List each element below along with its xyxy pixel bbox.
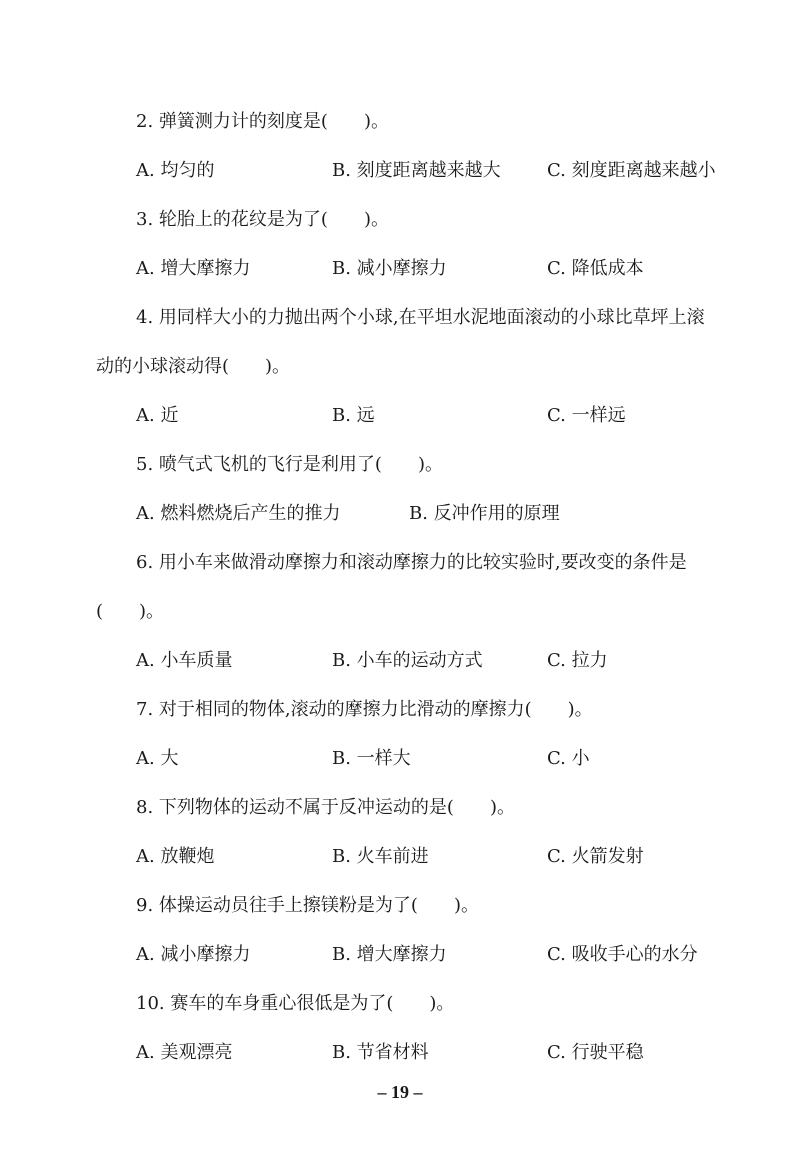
option-b: B. 增大摩擦力 (332, 944, 447, 965)
question-number: 7. (136, 699, 154, 720)
question-3 (136, 204, 389, 236)
option-c: C. 吸收手心的水分 (547, 944, 698, 965)
option-a: A. 近 (136, 405, 179, 426)
option-c: C. 行驶平稳 (547, 1042, 644, 1063)
question-text: 弹簧测力计的刻度是( )。 (158, 111, 389, 132)
option-a: A. 放鞭炮 (136, 846, 215, 867)
option-a: A. 美观漂亮 (136, 1042, 233, 1063)
option-a: A. 增大摩擦力 (136, 258, 251, 279)
question-7 (136, 694, 593, 726)
question-text: 赛车的车身重心很低是为了( )。 (170, 993, 455, 1014)
question-4 (136, 302, 705, 334)
option-b: B. 节省材料 (332, 1042, 429, 1063)
option-b: B. 火车前进 (332, 846, 429, 867)
question-text: 轮胎上的花纹是为了( )。 (158, 209, 389, 230)
question-number: 2. (136, 111, 154, 132)
question-text: 用同样大小的力抛出两个小球,在平坦水泥地面滚动的小球比草坪上滚 (158, 307, 705, 328)
option-b: B. 一样大 (332, 748, 411, 769)
option-c: C. 一样远 (547, 405, 626, 426)
option-a: A. 燃料燃烧后产生的推力 (136, 503, 341, 524)
option-b: B. 刻度距离越来越大 (332, 160, 501, 181)
option-b: B. 远 (332, 405, 375, 426)
option-b: B. 小车的运动方式 (332, 650, 483, 671)
option-c: C. 火箭发射 (547, 846, 644, 867)
question-text: 下列物体的运动不属于反冲运动的是( )。 (158, 797, 515, 818)
page-number: – 19 – (377, 1082, 423, 1102)
question-6-continuation: ( )。 (96, 601, 165, 622)
question-8 (136, 792, 515, 824)
question-number: 4. (136, 307, 154, 328)
question-text: 对于相同的物体,滚动的摩擦力比滑动的摩擦力( )。 (158, 699, 593, 720)
option-c: C. 降低成本 (547, 258, 644, 279)
option-c: C. 拉力 (547, 650, 608, 671)
question-number: 3. (136, 209, 154, 230)
option-b: B. 反冲作用的原理 (409, 503, 560, 524)
question-number: 10. (136, 993, 165, 1014)
option-a: A. 减小摩擦力 (136, 944, 251, 965)
question-number: 9. (136, 895, 154, 916)
question-text: 体操运动员往手上擦镁粉是为了( )。 (158, 895, 479, 916)
option-b: B. 减小摩擦力 (332, 258, 447, 279)
question-number: 5. (136, 454, 154, 475)
question-text: 喷气式飞机的飞行是利用了( )。 (158, 454, 443, 475)
question-9 (136, 890, 479, 922)
question-5 (136, 449, 443, 481)
option-a: A. 均匀的 (136, 160, 215, 181)
option-a: A. 大 (136, 748, 179, 769)
question-number: 6. (136, 552, 154, 573)
option-a: A. 小车质量 (136, 650, 233, 671)
question-4-continuation: 动的小球滚动得( )。 (96, 356, 291, 377)
question-2 (136, 106, 389, 138)
option-c: C. 小 (547, 748, 590, 769)
question-10 (136, 988, 454, 1020)
question-6 (136, 547, 687, 579)
question-number: 8. (136, 797, 154, 818)
option-c: C. 刻度距离越来越小 (547, 160, 716, 181)
question-text: 用小车来做滑动摩擦力和滚动摩擦力的比较实验时,要改变的条件是 (158, 552, 687, 573)
